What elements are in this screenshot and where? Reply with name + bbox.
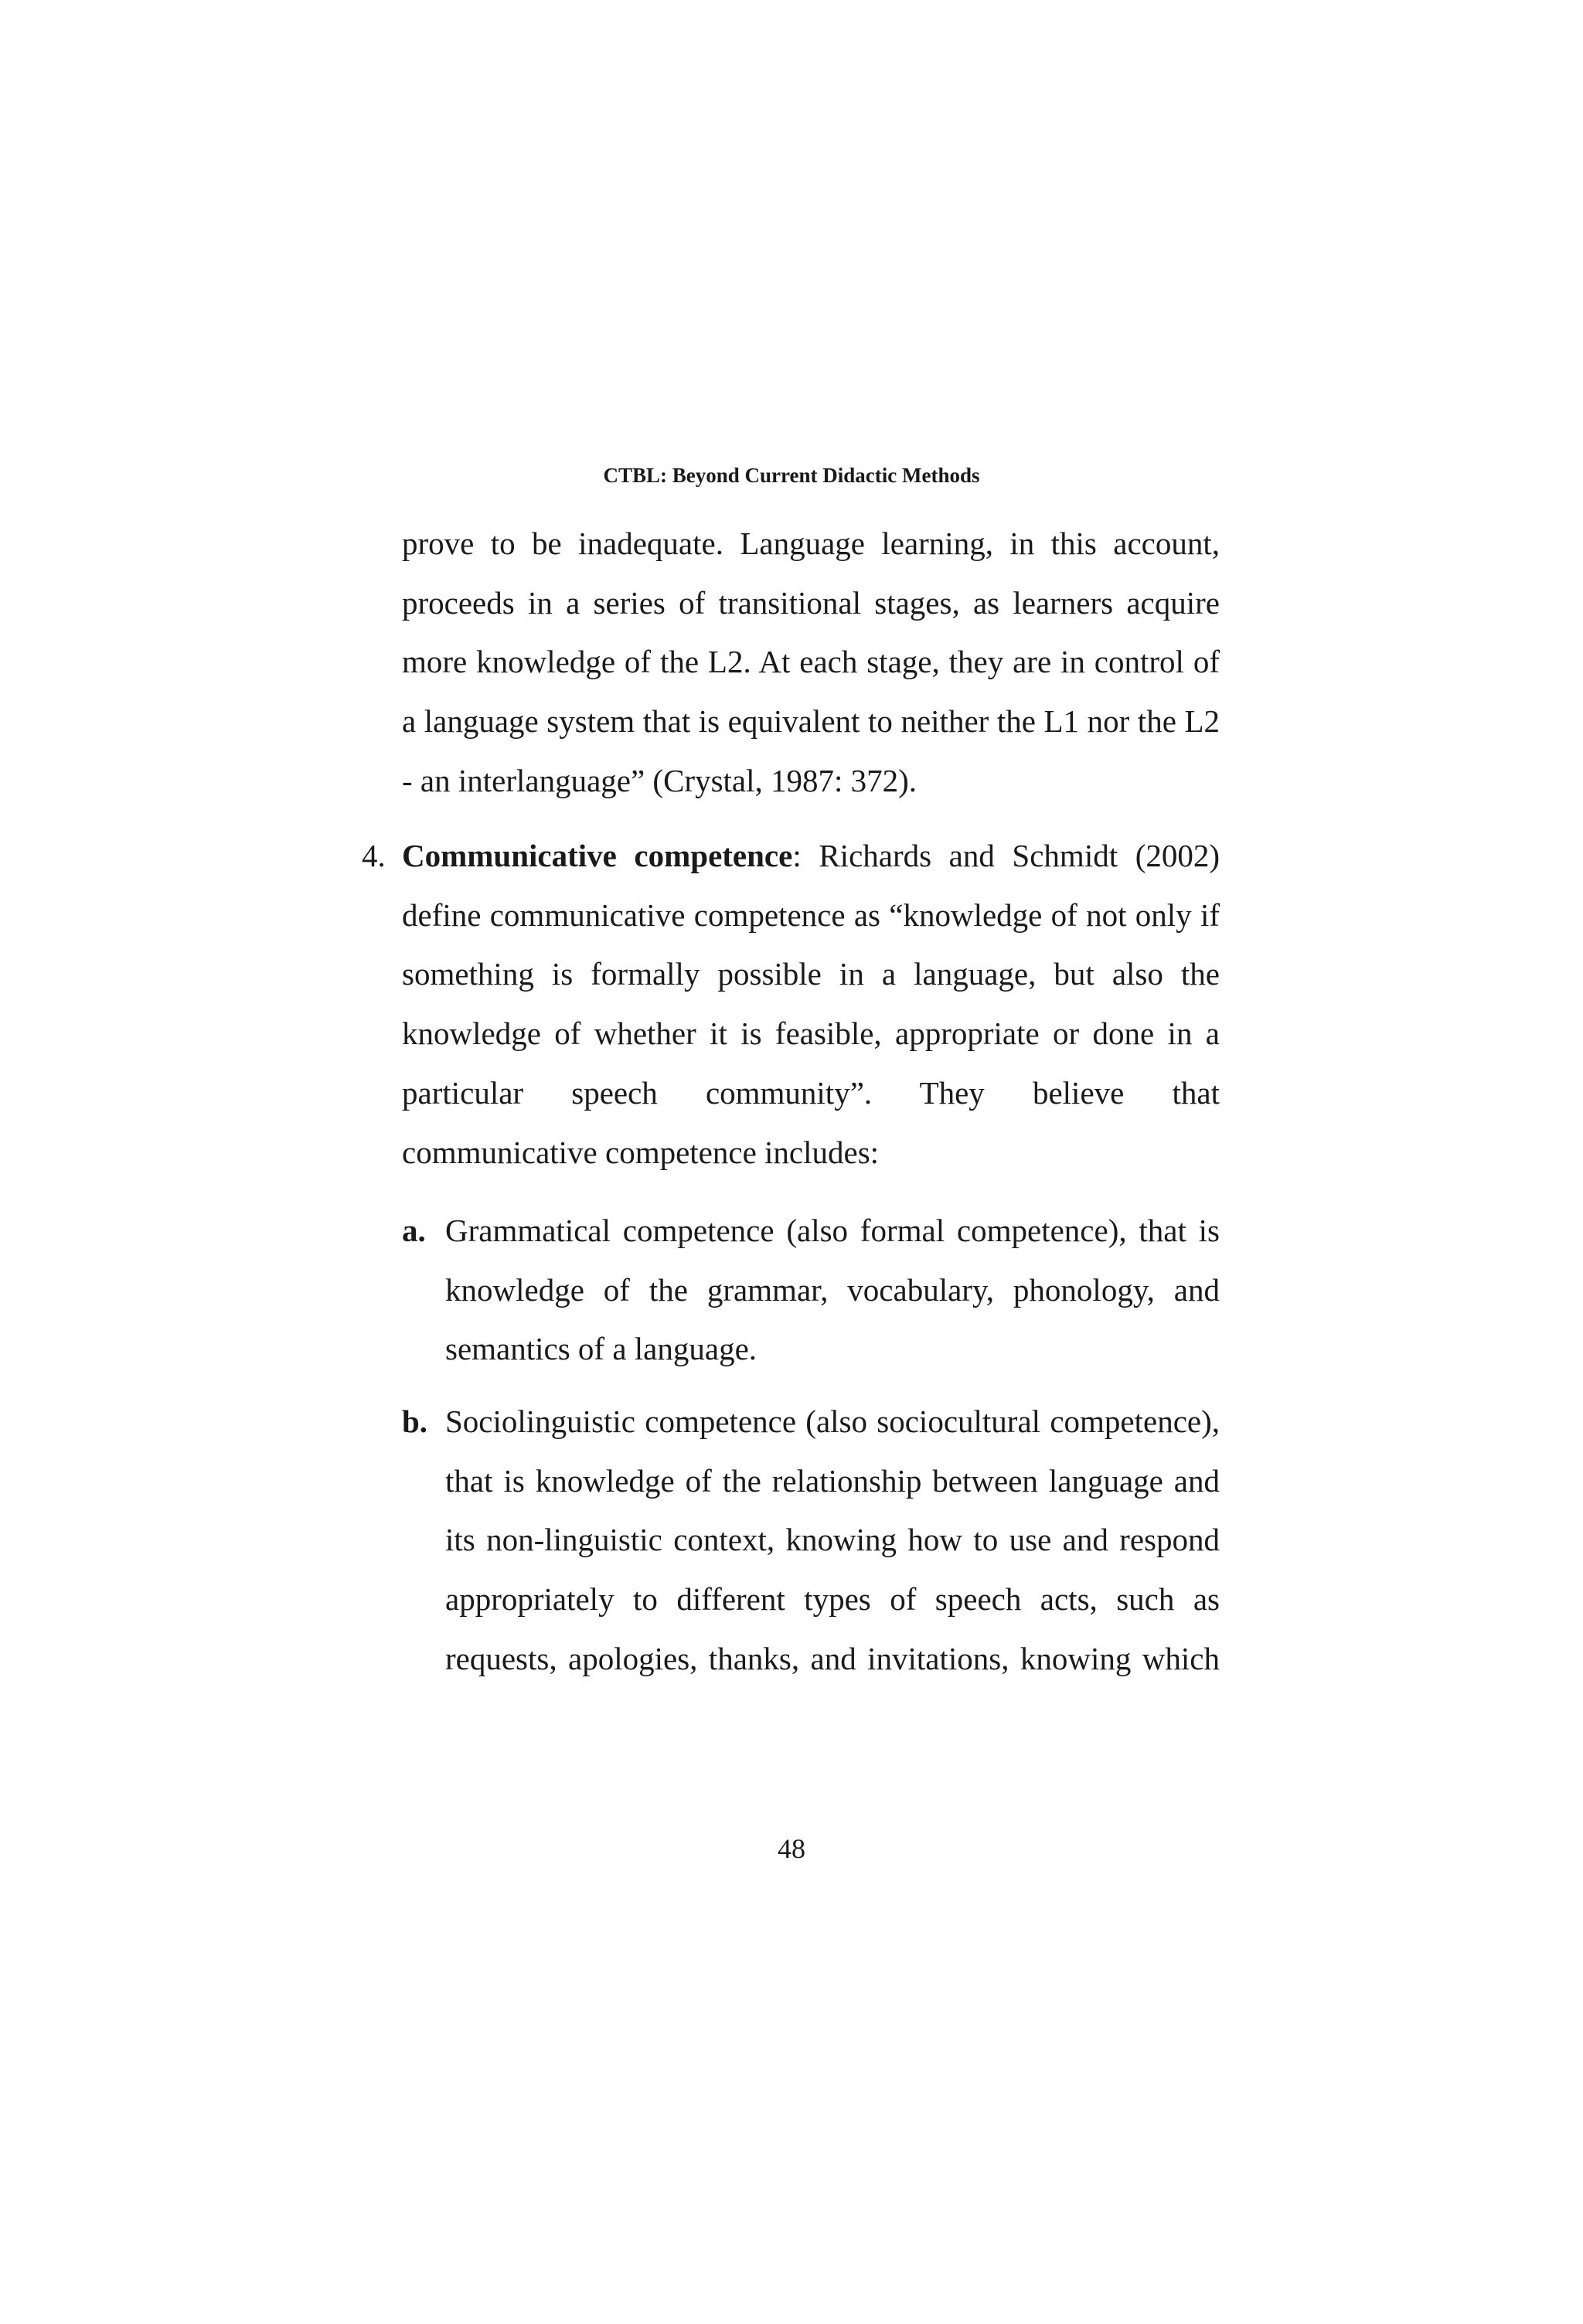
sub-item-label-a: a. <box>402 1213 426 1248</box>
list-item-communicative-competence <box>402 826 1220 1182</box>
sub-item-text-a: Grammatical competence (also formal competence), that is knowledge of the grammar, vocabulary, phonology, and semantics of a language. <box>445 1213 1220 1367</box>
list-item-number: 4. <box>362 838 386 873</box>
sub-item-text-b: Sociolinguistic competence (also sociocultural competence), that is knowledge of the relationship between language and its non-linguistic context, knowing how to use and respond appropriately to different types of speech acts, such as requests, apologies, thanks, and invitations, knowing which <box>445 1404 1220 1676</box>
page-number: 48 <box>778 1833 805 1864</box>
running-header: CTBL: Beyond Current Didactic Methods <box>603 464 980 487</box>
paragraph-continuation: prove to be inadequate. Language learning, in this account, proceeds in a series of transitional stages, as learners acquire more knowledge of the L2. At each stage, they are in control of a language system that is equivalent to neither the L1 nor the L2 - an interlanguage” (Crystal, 1987: 372). <box>402 526 1220 798</box>
list-item-separator: : <box>792 838 802 873</box>
list-item-text: Richards and Schmidt (2002) define communicative competence as “knowledge of not only if something is formally possible in a language, but also the knowledge of whether it is feasible, appropriate or done in a particular speech community”. They believe that communicative competence includes: <box>402 838 1220 1170</box>
sub-item-label-b: b. <box>402 1404 428 1439</box>
list-item-term: Communicative competence <box>402 838 793 873</box>
